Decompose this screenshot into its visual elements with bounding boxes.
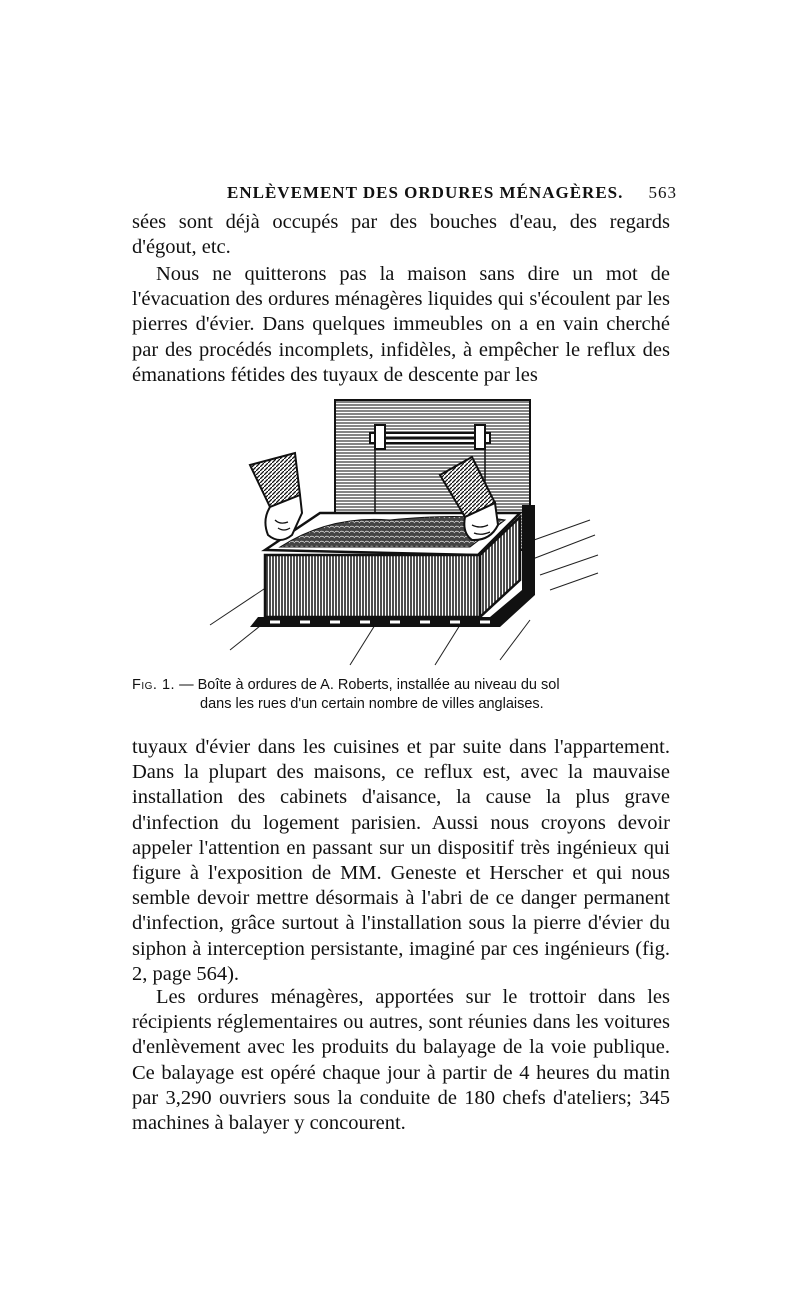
figure-caption	[132, 676, 680, 714]
paragraph-balayage: Les ordures ménagères, apportées sur le trottoir dans les récipients réglementaires ou autres, sont réunies dans les voitures d'enlèvement avec les produits du balayage de la voie publique. Ce balayage est opéré chaque jour à partir de 4 heures du matin par 3,290 ouvriers sous la conduite de 180 chefs d'ateliers; 345 machines à balayer y concourent.	[132, 986, 670, 1135]
caption-line-2: dans les rues d'un certain nombre de villes anglaises.	[200, 696, 544, 712]
box-front	[265, 555, 480, 617]
figure-label: Fig. 1.	[132, 677, 176, 693]
figure-garbage-box	[200, 395, 600, 670]
page-number: 563	[648, 183, 677, 202]
paragraph-continuation: sées sont déjà occupés par des bouches d'eau, des regards d'égout, etc.	[132, 211, 670, 259]
running-title: ENLÈVEMENT DES ORDURES MÉNAGÈRES.	[227, 183, 624, 202]
paragraph-evier: tuyaux d'évier dans les cuisines et par suite dans l'appartement. Dans la plupart des maisons, ce reflux est, avec la mauvaise installation des cabinets d'aisance, la cause la plus grave d'infection du logement parisien. Aussi nous croyons devoir appeler l'attention en passant sur un dispositif très ingénieux qui figure à l'exposition de MM. Geneste et Herscher et qui nous semble devoir mettre désormais à l'abri de ce danger permanent d'infection, grâce surtout à l'installation sous la pierre d'évier du siphon à interception persistante, imaginé par ces ingénieurs (fig. 2, page 564).	[132, 736, 670, 985]
paragraph-evacuation: Nous ne quitterons pas la maison sans dire un mot de l'évacuation des ordures ménagères liquides qui s'écoulent par les pierres d'évier. Dans quelques immeubles on a en vain cherché par des procédés incomplets, infidèles, à empêcher le reflux des émanations fétides des tuyaux de descente par les	[132, 263, 670, 386]
caption-line-1: — Boîte à ordures de A. Roberts, installée au niveau du sol	[179, 677, 560, 693]
running-header	[132, 180, 677, 208]
left-hand-illustration	[250, 453, 302, 540]
